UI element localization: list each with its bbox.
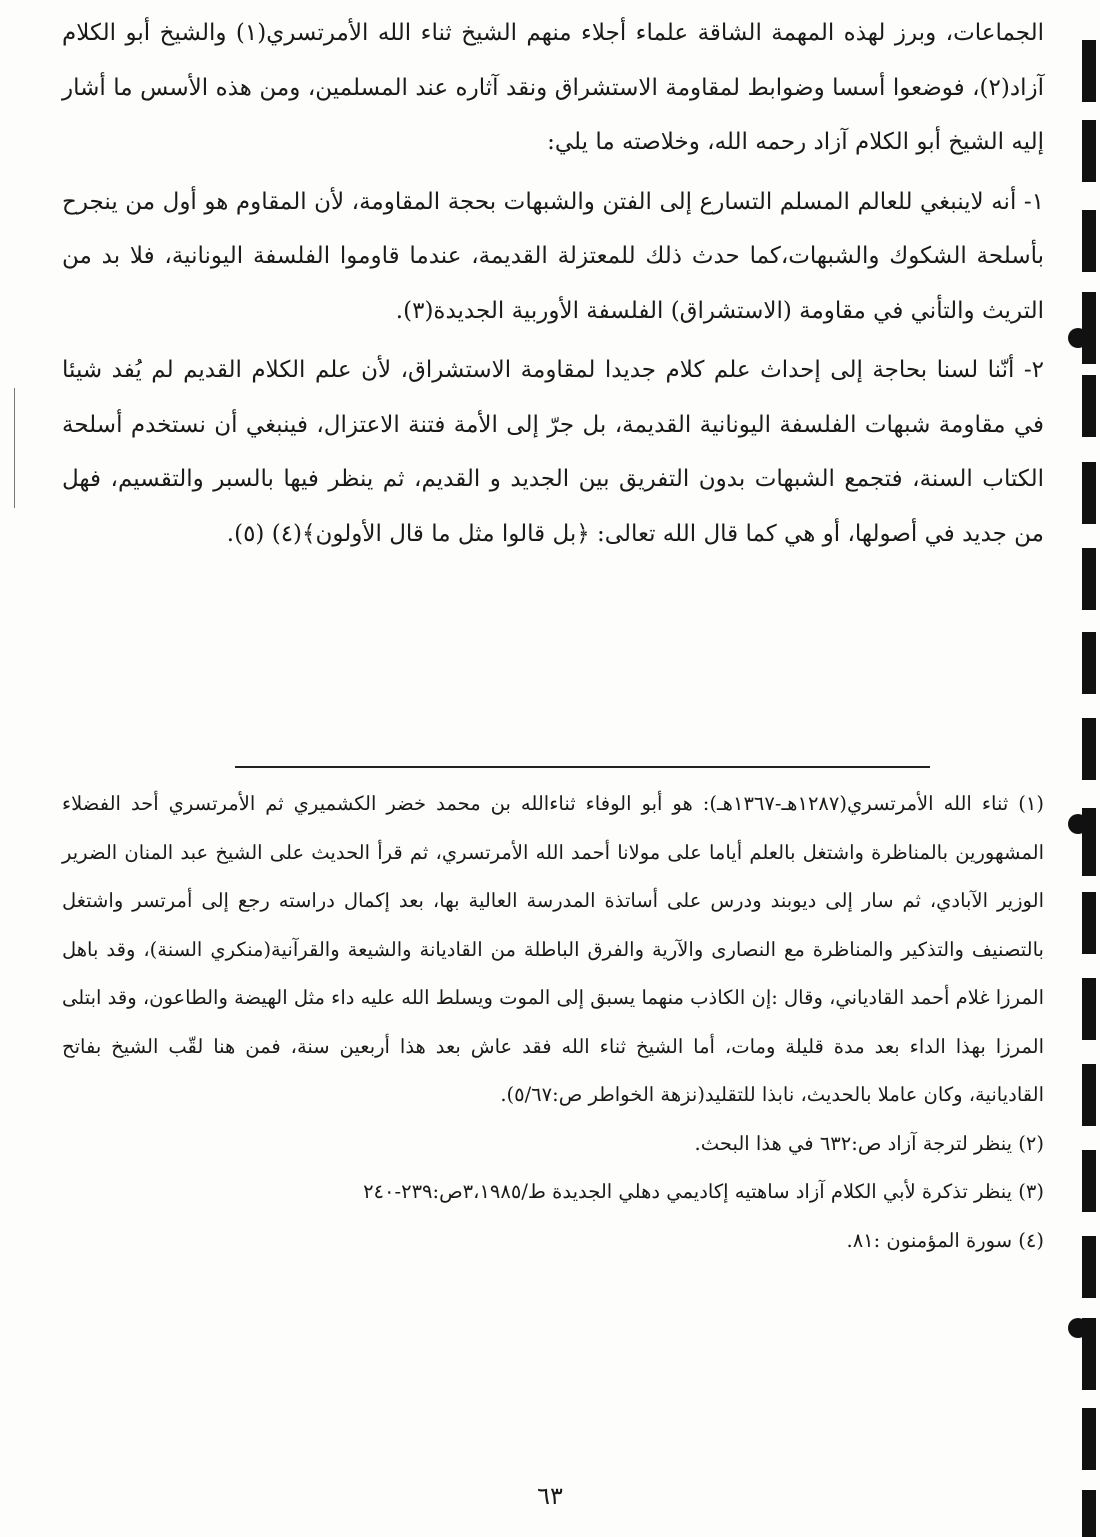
scan-edge-line <box>14 388 15 508</box>
scan-mark <box>1082 548 1096 610</box>
scan-mark <box>1082 1064 1096 1126</box>
footnote-3: (٣) ينظر تذكرة لأبي الكلام آزاد ساهتيه إكاديمي دهلي الجديدة ط/٣،١٩٨٥ص:٢٣٩-٢٤٠ <box>363 1180 1044 1203</box>
scan-mark <box>1082 210 1096 272</box>
scan-mark <box>1082 462 1096 524</box>
footnote-4: (٤) سورة المؤمنون :٨١. <box>846 1228 1044 1252</box>
footnote-divider <box>235 766 930 768</box>
paragraph-point-2: ٢- أنّنا لسنا بحاجة إلى إحداث علم كلام جديدا لمقاومة الاستشراق، لأن علم الكلام القديم لم يُفد شيئا في مقاومة شبهات الفلسفة اليونانية القديمة، بل جرّ إلى الأمة فتنة الاعتزال، فينبغي أن نستخدم أسلحة الكتاب السنة، فتجمع الشبهات بدون التفريق بين الجديد و القديم، ثم ينظر فيها بالسبر والتقسيم، فهل من جديد في أصولها، أو هي كما قال الله تعالى: ﴿بل قالوا مثل ما قال الأولون﴾(٤) (٥). <box>62 357 1044 547</box>
main-text <box>62 6 1044 561</box>
scan-edge-marks <box>1066 0 1100 1537</box>
scan-dot <box>1068 1318 1088 1338</box>
scan-mark <box>1082 1150 1096 1212</box>
scan-mark <box>1082 292 1096 364</box>
scan-mark <box>1082 718 1096 780</box>
scan-mark <box>1082 632 1096 694</box>
paragraph-intro: الجماعات، وبرز لهذه المهمة الشاقة علماء أجلاء منهم الشيخ ثناء الله الأمرتسري(١) والشيخ أبو الكلام آزاد(٢)، فوضعوا أسسا وضوابط لمقاومة الاستشراق ونقد آثاره عند المسلمين، ومن هذه الأسس ما أشار إليه الشيخ أبو الكلام آزاد رحمه الله، وخلاصته ما يلي: <box>62 20 1044 155</box>
scan-mark <box>1082 978 1096 1040</box>
footnote-2: (٢) ينظر لترجة آزاد ص:٦٣٢ في هذا البحث. <box>694 1131 1044 1155</box>
scan-dot <box>1068 328 1088 348</box>
footnote-1: (١) ثناء الله الأمرتسري(١٢٨٧هـ-١٣٦٧هـ): هو أبو الوفاء ثناءالله بن محمد خضر الكشميري ثم الأمرتسري أحد الفضلاء المشهورين بالمناظرة واشتغل بالعلم أياما على مولانا أحمد الله الأمرتسري، ثم قرأ الحديث على الشيخ عبد المنان الضرير الوزير الآبادي، ثم سار إلى ديوبند ودرس على أساتذة المدرسة العالية بها، بعد إكمال دراسته رجع إلى أمرتسر واشتغل بالتصنيف والتذكير والمناظرة مع النصارى والآرية والفرق الباطلة من القاديانة والشيعة والقرآنية(منكري السنة)، وقد باهل المرزا غلام أحمد القادياني، وقال :إن الكاذب منهما يسبق إلى الموت ويسلط الله عليه داء مثل الهيضة والطاعون، وقد ابتلى المرزا بهذا الداء بعد مدة قليلة ومات، أما الشيخ ثناء الله فقد عاش بعد هذا أربعين سنة، فمن هنا لقّب الشيخ بفاتح القاديانية، وكان عاملا بالحديث، نابذا للتقليد(نزهة الخواطر ص:٥/٦٧). <box>62 792 1044 1106</box>
paragraph-point-1: ١- أنه لاينبغي للعالم المسلم التسارع إلى الفتن والشبهات بحجة المقاومة، لأن المقاوم هو أول من ينجرح بأسلحة الشكوك والشبهات،كما حدث ذلك للمعتزلة القديمة، عندما قاوموا الفلسفة اليونانية، فلا بد من التريث والتأني في مقاومة (الاستشراق) الفلسفة الأوربية الجديدة(٣). <box>62 188 1044 324</box>
scan-mark <box>1082 375 1096 437</box>
scan-mark <box>1082 40 1096 102</box>
scan-mark <box>1082 1490 1096 1537</box>
scan-mark <box>1082 120 1096 182</box>
scan-mark <box>1082 1236 1096 1298</box>
page-number: ٦٣ <box>537 1482 563 1510</box>
scan-dot <box>1068 814 1088 834</box>
footnotes <box>62 780 1044 1265</box>
scan-mark <box>1082 1408 1096 1470</box>
scan-mark <box>1082 892 1096 954</box>
